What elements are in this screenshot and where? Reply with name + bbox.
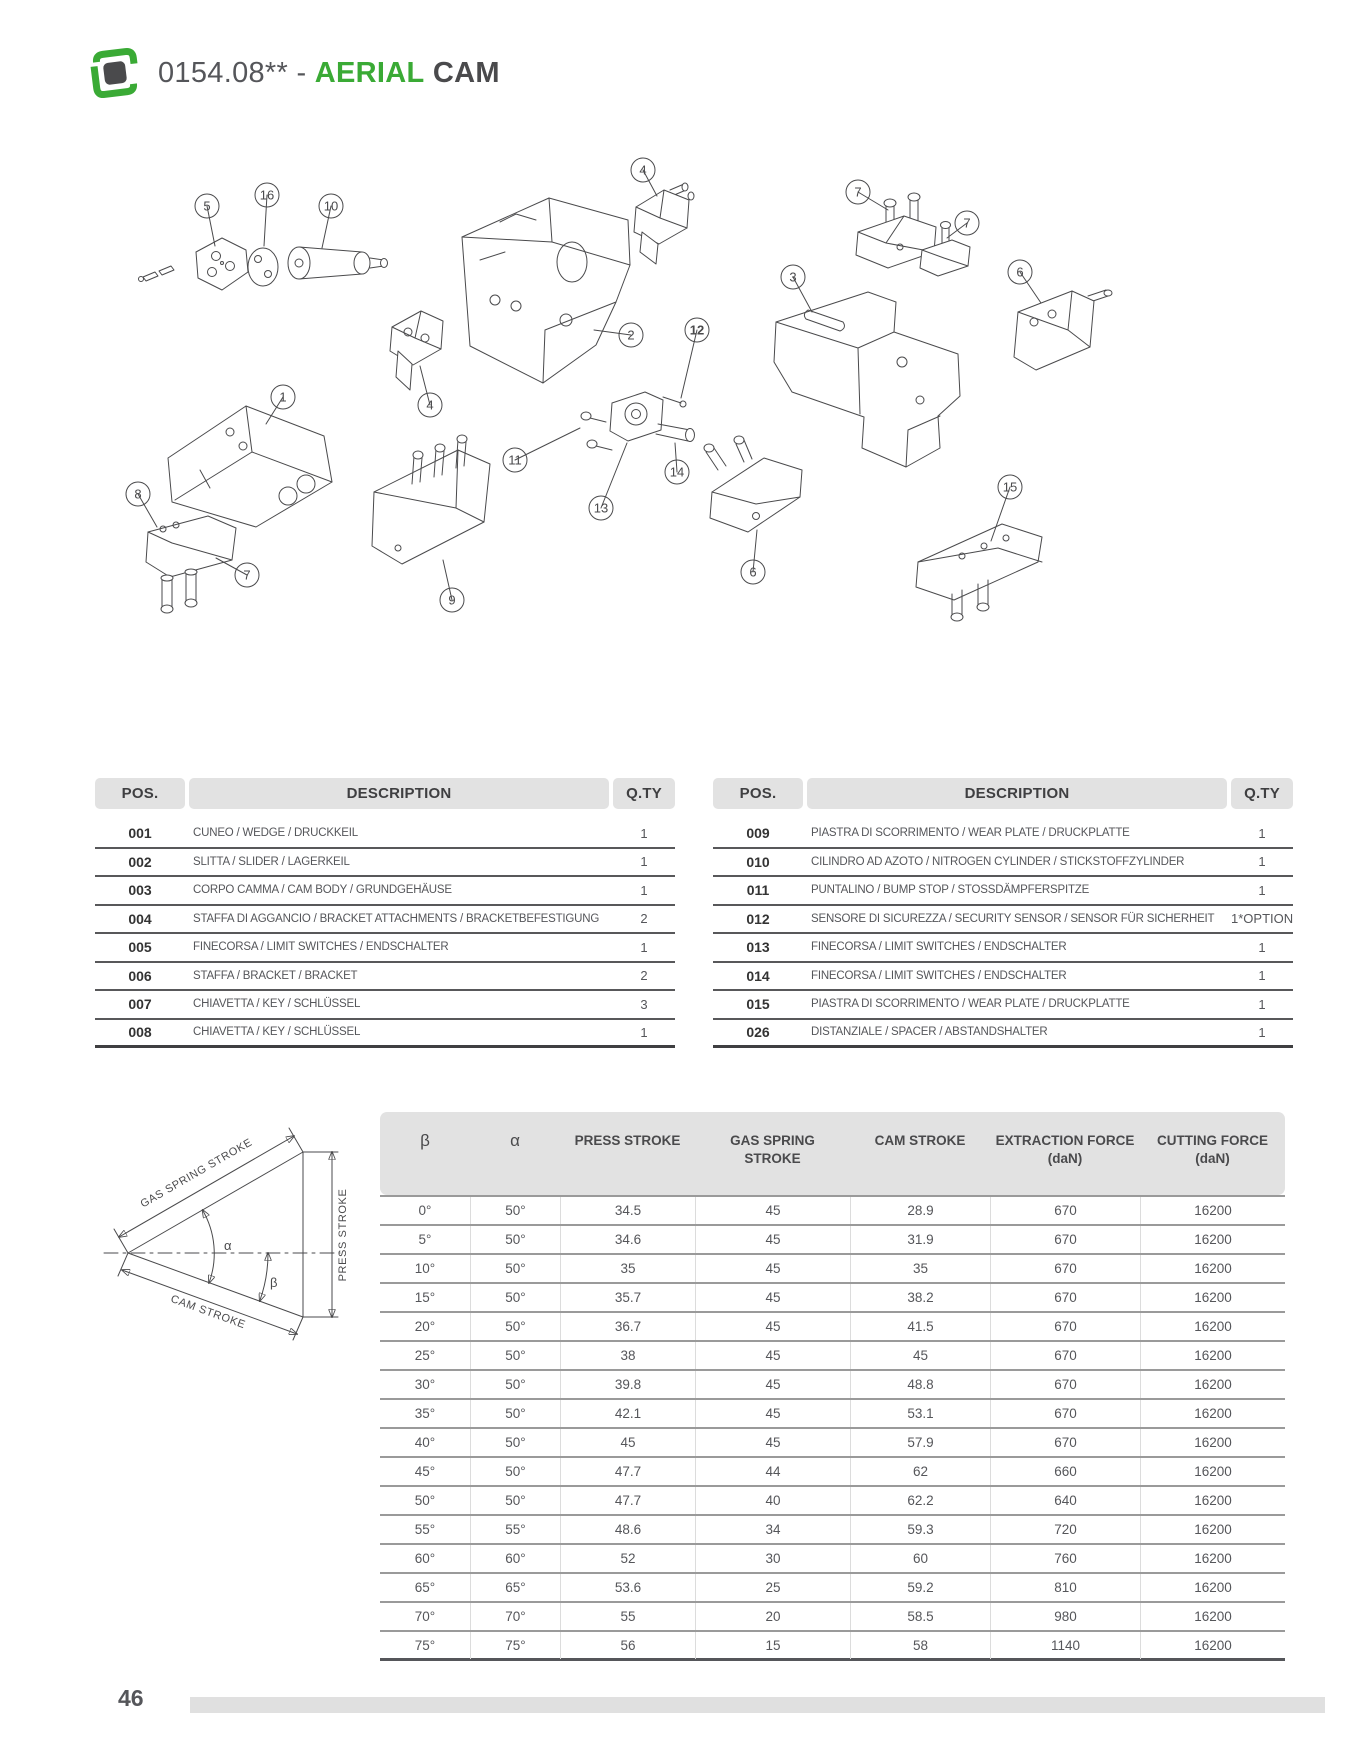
table-row — [713, 849, 1293, 878]
table-cell: 53.6 — [560, 1574, 695, 1601]
table-row — [380, 1603, 1285, 1632]
table-cell: 810 — [990, 1574, 1140, 1601]
table-cell: 16200 — [1140, 1371, 1285, 1398]
page-number: 46 — [118, 1685, 144, 1711]
table-cell: 65° — [414, 1580, 436, 1595]
table-cell: 16200 — [1140, 1284, 1285, 1311]
table-cell: 50° — [470, 1226, 560, 1253]
part-pos: 012 — [746, 910, 770, 927]
part-qty: 1 — [640, 882, 648, 898]
column-header: β — [420, 1131, 430, 1150]
part-qty: 1 — [1258, 1024, 1266, 1040]
table-cell: 720 — [990, 1516, 1140, 1543]
stroke-diagram — [104, 1128, 349, 1340]
table-cell: 16200 — [1140, 1342, 1285, 1369]
product-code: 0154.08** - — [158, 56, 307, 89]
table-row — [380, 1400, 1285, 1429]
table-cell: 38 — [560, 1342, 695, 1369]
table-cell: 50° — [414, 1493, 436, 1508]
beta-label: β — [270, 1275, 278, 1290]
part-description: CORPO CAMMA / CAM BODY / GRUNDGEHÄUSE — [193, 884, 452, 897]
table-cell: 50° — [470, 1197, 560, 1224]
callout-6 — [741, 530, 765, 584]
table-row — [95, 877, 675, 906]
part-description: PIASTRA DI SCORRIMENTO / WEAR PLATE / DRUCKPLATTE — [811, 998, 1130, 1011]
table-cell: 25 — [695, 1574, 850, 1601]
column-header-description: DESCRIPTION — [807, 778, 1227, 809]
callout-4 — [631, 158, 657, 196]
table-cell: 5° — [418, 1232, 432, 1247]
callout-4 — [418, 366, 442, 417]
callout-14 — [665, 443, 689, 484]
table-row — [380, 1574, 1285, 1603]
table-cell: 670 — [990, 1255, 1140, 1282]
table-row — [380, 1197, 1285, 1226]
table-cell: 53.1 — [850, 1400, 990, 1427]
table-cell: 50° — [470, 1400, 560, 1427]
svg-text:2: 2 — [627, 327, 635, 343]
table-cell: 58 — [850, 1632, 990, 1659]
table-cell: 45 — [695, 1400, 850, 1427]
table-cell: 38.2 — [850, 1284, 990, 1311]
table-row — [95, 1020, 675, 1049]
table-row — [380, 1342, 1285, 1371]
part-qty: 1 — [1258, 996, 1266, 1012]
callout-10 — [319, 194, 343, 248]
table-cell: 45 — [695, 1313, 850, 1340]
table-cell: 16200 — [1140, 1226, 1285, 1253]
table-cell: 20° — [414, 1319, 436, 1334]
part-sketch-wear-plate-15 — [916, 524, 1042, 621]
callout-7 — [846, 180, 888, 210]
footer-bar — [190, 1697, 1325, 1713]
table-cell: 62.2 — [850, 1487, 990, 1514]
table-cell: 57.9 — [850, 1429, 990, 1456]
part-sketch-slider-1 — [168, 406, 332, 527]
svg-text:6: 6 — [749, 564, 757, 580]
table-cell: 50° — [470, 1429, 560, 1456]
table-cell: 50° — [470, 1342, 560, 1369]
table-cell: 50° — [470, 1313, 560, 1340]
part-pos: 014 — [746, 967, 770, 984]
parts-table-right — [713, 778, 1293, 1048]
column-header-qty: Q.TY — [613, 778, 675, 809]
table-cell: 45 — [695, 1226, 850, 1253]
table-cell: 45 — [695, 1284, 850, 1311]
table-cell: 670 — [990, 1400, 1140, 1427]
callout-6 — [1008, 260, 1041, 303]
table-cell: 10° — [414, 1261, 436, 1276]
table-cell: 35 — [850, 1255, 990, 1282]
table-cell: 50° — [470, 1458, 560, 1485]
stroke-data-table — [380, 1112, 1285, 1661]
table-cell: 48.6 — [560, 1516, 695, 1543]
column-header: EXTRACTION FORCE (daN) — [995, 1133, 1135, 1167]
table-cell: 59.2 — [850, 1574, 990, 1601]
part-qty: 2 — [640, 911, 648, 927]
table-cell: 45 — [695, 1255, 850, 1282]
part-pos: 008 — [128, 1024, 152, 1041]
table-row — [713, 877, 1293, 906]
table-row — [713, 991, 1293, 1020]
table-cell: 62 — [850, 1458, 990, 1485]
table-cell: 45 — [695, 1197, 850, 1224]
table-cell: 41.5 — [850, 1313, 990, 1340]
table-cell: 55° — [414, 1522, 436, 1537]
table-cell: 45 — [695, 1429, 850, 1456]
svg-text:10: 10 — [323, 198, 339, 214]
table-cell: 34 — [695, 1516, 850, 1543]
table-cell: 60° — [414, 1551, 436, 1566]
part-pos: 001 — [128, 825, 152, 842]
table-cell: 70° — [470, 1603, 560, 1630]
table-cell: 50° — [470, 1371, 560, 1398]
part-sketch-wear-plate-9 — [372, 435, 490, 564]
part-sketch-bracket-6-bottom — [704, 436, 802, 532]
table-cell: 36.7 — [560, 1313, 695, 1340]
table-cell: 52 — [560, 1545, 695, 1572]
part-pos: 002 — [128, 853, 152, 870]
table-row — [380, 1284, 1285, 1313]
table-cell: 58.5 — [850, 1603, 990, 1630]
table-row — [380, 1545, 1285, 1574]
table-cell: 670 — [990, 1197, 1140, 1224]
table-row — [713, 820, 1293, 849]
table-row — [713, 934, 1293, 963]
part-sketch-cylinder-10 — [288, 247, 388, 279]
table-row — [713, 1020, 1293, 1049]
table-cell: 16200 — [1140, 1487, 1285, 1514]
column-header-qty: Q.TY — [1231, 778, 1293, 809]
part-description: SLITTA / SLIDER / LAGERKEIL — [193, 855, 350, 868]
table-cell: 45 — [850, 1342, 990, 1369]
table-cell: 34.6 — [560, 1226, 695, 1253]
part-qty: 1 — [1258, 854, 1266, 870]
table-cell: 45 — [560, 1429, 695, 1456]
table-row — [380, 1371, 1285, 1400]
part-pos: 011 — [746, 882, 770, 899]
brand-logo-icon — [88, 46, 142, 100]
parts-table-header — [95, 778, 675, 809]
svg-text:1: 1 — [279, 389, 287, 405]
table-row — [380, 1226, 1285, 1255]
table-cell: 16200 — [1140, 1545, 1285, 1572]
part-qty: 1 — [640, 854, 648, 870]
part-qty: 1 — [640, 825, 648, 841]
table-row — [380, 1429, 1285, 1458]
table-cell: 47.7 — [560, 1458, 695, 1485]
table-row — [713, 963, 1293, 992]
table-cell: 59.3 — [850, 1516, 990, 1543]
table-row — [380, 1313, 1285, 1342]
table-cell: 16200 — [1140, 1632, 1285, 1659]
svg-text:13: 13 — [593, 500, 609, 516]
cam-stroke-label: CAM STROKE — [168, 1293, 248, 1332]
table-row — [380, 1632, 1285, 1661]
svg-text:16: 16 — [259, 187, 275, 203]
table-cell: 16200 — [1140, 1313, 1285, 1340]
part-sketch-bracket-4-left — [390, 311, 443, 390]
part-description: STAFFA / BRACKET / BRACKET — [193, 969, 358, 982]
table-cell: 40° — [414, 1435, 436, 1450]
part-pos: 010 — [746, 853, 770, 870]
table-cell: 28.9 — [850, 1197, 990, 1224]
table-row — [95, 934, 675, 963]
table-cell: 670 — [990, 1284, 1140, 1311]
table-cell: 42.1 — [560, 1400, 695, 1427]
table-cell: 40 — [695, 1487, 850, 1514]
table-cell: 44 — [695, 1458, 850, 1485]
svg-text:11: 11 — [508, 452, 522, 468]
table-cell: 48.8 — [850, 1371, 990, 1398]
table-cell: 39.8 — [560, 1371, 695, 1398]
table-cell: 50° — [470, 1255, 560, 1282]
table-row — [380, 1255, 1285, 1284]
table-cell: 34.5 — [560, 1197, 695, 1224]
table-cell: 25° — [414, 1348, 436, 1363]
part-description: FINECORSA / LIMIT SWITCHES / ENDSCHALTER — [811, 941, 1067, 954]
column-header: α — [510, 1131, 520, 1150]
part-sketch-bracket-3 — [774, 292, 960, 467]
svg-text:14: 14 — [669, 464, 685, 480]
table-cell: 55 — [560, 1603, 695, 1630]
part-sketch-sensor-cluster-11-12-13-14 — [581, 392, 695, 450]
press-stroke-label: PRESS STROKE — [337, 1188, 349, 1282]
title-cam: CAM — [432, 56, 500, 89]
column-header-pos: POS. — [95, 778, 185, 809]
table-cell: 16200 — [1140, 1197, 1285, 1224]
table-cell: 45 — [695, 1342, 850, 1369]
table-cell: 35 — [560, 1255, 695, 1282]
table-cell: 15 — [695, 1632, 850, 1659]
table-cell: 50° — [470, 1284, 560, 1311]
table-cell: 31.9 — [850, 1226, 990, 1253]
table-cell: 670 — [990, 1313, 1140, 1340]
part-qty: 1 — [1258, 939, 1266, 955]
part-qty: 1 — [1258, 882, 1266, 898]
part-description: CUNEO / WEDGE / DRUCKKEIL — [193, 827, 358, 840]
part-description: SENSORE DI SICUREZZA / SECURITY SENSOR / SENSOR FÜR SICHERHEIT — [811, 912, 1215, 925]
part-pos: 026 — [746, 1024, 770, 1041]
part-qty: 3 — [640, 996, 648, 1012]
table-cell: 16200 — [1140, 1458, 1285, 1485]
part-pos: 006 — [128, 967, 152, 984]
table-cell: 35° — [414, 1406, 436, 1421]
parts-table-header — [713, 778, 1293, 809]
callout-7 — [947, 211, 979, 238]
table-cell: 45° — [414, 1464, 436, 1479]
table-cell: 670 — [990, 1371, 1140, 1398]
table-cell: 16200 — [1140, 1429, 1285, 1456]
part-sketch-bracket-4-top — [634, 183, 694, 264]
table-cell: 70° — [414, 1609, 436, 1624]
part-pos: 004 — [128, 910, 152, 927]
svg-text:7: 7 — [243, 567, 251, 583]
part-description: DISTANZIALE / SPACER / ABSTANDSHALTER — [811, 1026, 1048, 1039]
table-cell: 1140 — [990, 1632, 1140, 1659]
part-pos: 013 — [746, 939, 770, 956]
table-cell: 16200 — [1140, 1255, 1285, 1282]
part-description: PIASTRA DI SCORRIMENTO / WEAR PLATE / DRUCKPLATTE — [811, 827, 1130, 840]
alpha-label: α — [224, 1238, 232, 1253]
part-description: PUNTALINO / BUMP STOP / STOSSDÄMPFERSPITZE — [811, 884, 1090, 897]
table-cell: 60° — [470, 1545, 560, 1572]
column-header: CAM STROKE — [874, 1133, 966, 1148]
table-cell: 0° — [418, 1203, 432, 1218]
page-header — [88, 46, 500, 100]
column-header: GAS SPRING STROKE — [730, 1133, 815, 1167]
title-aerial: AERIAL — [314, 56, 425, 89]
part-qty: 1*OPTION — [1231, 911, 1294, 927]
table-cell: 660 — [990, 1458, 1140, 1485]
table-cell: 35.7 — [560, 1284, 695, 1311]
table-cell: 16200 — [1140, 1400, 1285, 1427]
part-description: CHIAVETTA / KEY / SCHLÜSSEL — [193, 1026, 361, 1039]
table-row — [95, 991, 675, 1020]
part-description: STAFFA DI AGGANCIO / BRACKET ATTACHMENTS / BRACKETBEFESTIGUNG — [193, 912, 600, 925]
table-row — [380, 1516, 1285, 1545]
callout-3 — [781, 265, 812, 312]
part-pos: 007 — [128, 996, 152, 1013]
table-cell: 56 — [560, 1632, 695, 1659]
svg-text:9: 9 — [448, 592, 456, 608]
table-cell: 16200 — [1140, 1516, 1285, 1543]
table-row — [95, 820, 675, 849]
table-cell: 670 — [990, 1226, 1140, 1253]
table-cell: 30° — [414, 1377, 436, 1392]
part-sketch-disc-16 — [248, 248, 278, 286]
part-pos: 005 — [128, 939, 152, 956]
page-title — [158, 57, 500, 90]
part-sketch-bracket-6-right — [1014, 290, 1112, 370]
column-header: PRESS STROKE — [574, 1133, 681, 1148]
table-cell: 60 — [850, 1545, 990, 1572]
svg-text:6: 6 — [1016, 264, 1024, 280]
callout-9 — [440, 560, 464, 612]
part-qty: 2 — [640, 968, 648, 984]
part-description: FINECORSA / LIMIT SWITCHES / ENDSCHALTER — [811, 969, 1067, 982]
stroke-table-header — [380, 1112, 1285, 1195]
table-row — [380, 1458, 1285, 1487]
column-header: CUTTING FORCE (daN) — [1157, 1133, 1268, 1167]
table-cell: 640 — [990, 1487, 1140, 1514]
callout-5 — [195, 194, 219, 246]
part-qty: 1 — [640, 939, 648, 955]
parts-table-left — [95, 778, 675, 1048]
table-cell: 980 — [990, 1603, 1140, 1630]
part-sketch-screws-top-left — [139, 266, 175, 282]
callout-11 — [503, 428, 580, 472]
table-cell: 16200 — [1140, 1574, 1285, 1601]
table-cell: 760 — [990, 1545, 1140, 1572]
part-description: CHIAVETTA / KEY / SCHLÜSSEL — [193, 998, 361, 1011]
part-qty: 1 — [1258, 825, 1266, 841]
svg-text:7: 7 — [854, 184, 862, 200]
svg-text:8: 8 — [134, 486, 142, 502]
part-pos: 003 — [128, 882, 152, 899]
svg-text:4: 4 — [639, 162, 647, 178]
table-row — [713, 906, 1293, 935]
svg-text:3: 3 — [789, 269, 797, 285]
table-cell: 47.7 — [560, 1487, 695, 1514]
part-sketch-cam-body-3 — [462, 198, 630, 383]
table-cell: 20 — [695, 1603, 850, 1630]
part-pos: 015 — [746, 996, 770, 1013]
part-qty: 1 — [640, 1024, 648, 1040]
table-row — [380, 1487, 1285, 1516]
part-sketch-wedge-8 — [146, 516, 236, 613]
part-description: CILINDRO AD AZOTO / NITROGEN CYLINDER / STICKSTOFFZYLINDER — [811, 855, 1185, 868]
callout-12-accent — [681, 318, 709, 398]
svg-text:4: 4 — [426, 397, 434, 413]
table-cell: 75° — [414, 1638, 436, 1653]
table-cell: 15° — [414, 1290, 436, 1305]
gas-spring-stroke-label: GAS SPRING STROKE — [138, 1136, 255, 1211]
table-cell: 670 — [990, 1342, 1140, 1369]
column-header-description: DESCRIPTION — [189, 778, 609, 809]
column-header-pos: POS. — [713, 778, 803, 809]
svg-text:12: 12 — [689, 322, 705, 338]
table-cell: 16200 — [1140, 1603, 1285, 1630]
table-cell: 670 — [990, 1429, 1140, 1456]
table-cell: 30 — [695, 1545, 850, 1572]
table-cell: 75° — [470, 1632, 560, 1659]
table-row — [95, 963, 675, 992]
svg-text:5: 5 — [203, 198, 211, 214]
table-row — [95, 906, 675, 935]
part-sketch-limit-switch-5 — [196, 238, 248, 290]
part-description: FINECORSA / LIMIT SWITCHES / ENDSCHALTER — [193, 941, 449, 954]
table-cell: 50° — [470, 1487, 560, 1514]
callout-13 — [589, 443, 627, 520]
stroke-table-rows — [380, 1195, 1285, 1661]
part-pos: 009 — [746, 825, 770, 842]
table-cell: 45 — [695, 1371, 850, 1398]
callout-16 — [255, 183, 279, 246]
part-qty: 1 — [1258, 968, 1266, 984]
svg-text:15: 15 — [1002, 479, 1018, 495]
callout-8 — [126, 482, 157, 527]
svg-text:7: 7 — [963, 215, 971, 231]
table-cell: 55° — [470, 1516, 560, 1543]
table-cell: 65° — [470, 1574, 560, 1601]
table-row — [95, 849, 675, 878]
